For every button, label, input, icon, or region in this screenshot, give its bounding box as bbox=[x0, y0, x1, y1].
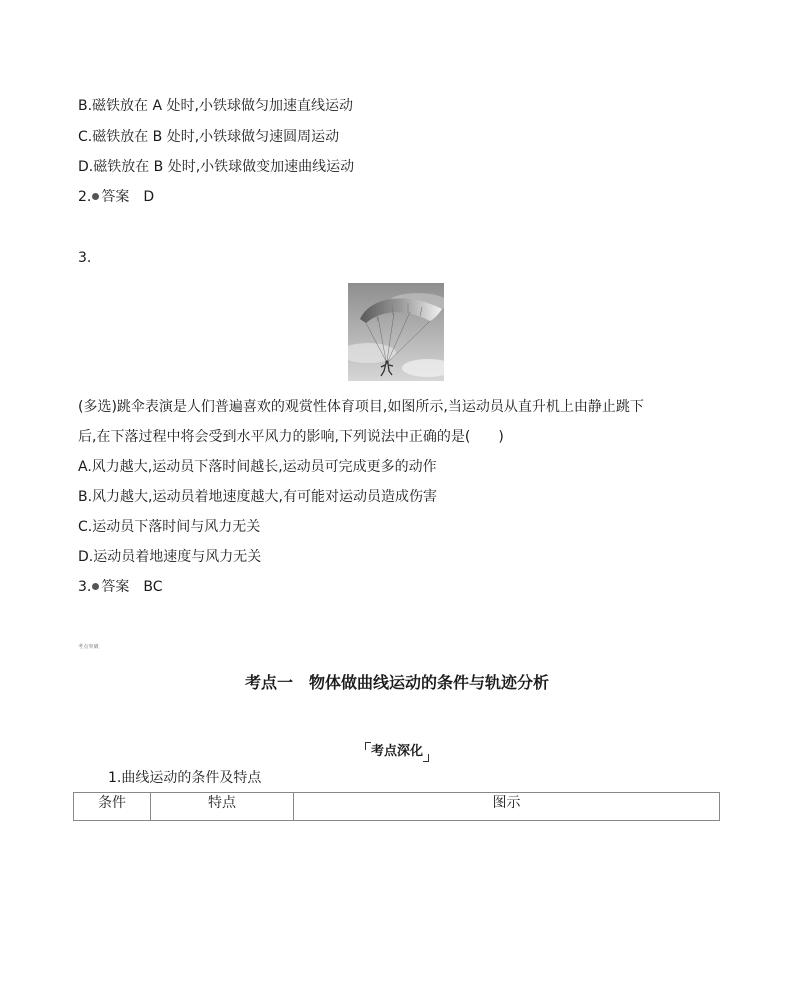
section-tiny-label: 考点突破 bbox=[78, 644, 99, 650]
q3-answer bbox=[78, 578, 163, 596]
answer-bullet-icon bbox=[92, 583, 99, 590]
q3-answer-prefix: 3. bbox=[78, 579, 92, 595]
parachute-photo bbox=[348, 283, 444, 381]
q3-stem-line2: 后,在下落过程中将会受到水平风力的影响,下列说法中正确的是( ) bbox=[78, 429, 504, 445]
q2-answer bbox=[78, 188, 154, 206]
q2-option-d: D.磁铁放在 B 处时,小铁球做变加速曲线运动 bbox=[78, 159, 355, 175]
table-header-feature: 特点 bbox=[151, 793, 294, 820]
q3-number: 3. bbox=[78, 250, 92, 266]
q3-answer-label: 答案 bbox=[101, 579, 130, 595]
q2-answer-prefix: 2. bbox=[78, 189, 92, 205]
section-title: 考点一 物体做曲线运动的条件与轨迹分析 bbox=[244, 673, 549, 692]
table-header-diagram: 图示 bbox=[492, 795, 521, 811]
q3-answer-value: BC bbox=[143, 579, 163, 595]
q3-option-d: D.运动员着地速度与风力无关 bbox=[78, 549, 262, 565]
deepen-heading bbox=[0, 740, 794, 760]
conditions-table bbox=[73, 792, 720, 821]
q3-stem-line1: (多选)跳伞表演是人们普遍喜欢的观赏性体育项目,如图所示,当运动员从直升机上由静止跳下 bbox=[78, 399, 644, 415]
table-header-condition: 条件 bbox=[74, 793, 151, 820]
q3-option-b: B.风力越大,运动员着地速度越大,有可能对运动员造成伤害 bbox=[78, 489, 437, 505]
answer-bullet-icon bbox=[92, 193, 99, 200]
q3-option-c: C.运动员下落时间与风力无关 bbox=[78, 519, 261, 535]
deepen-label: 考点深化 bbox=[365, 744, 429, 760]
q2-answer-label: 答案 bbox=[101, 189, 130, 205]
q3-option-a: A.风力越大,运动员下落时间越长,运动员可完成更多的动作 bbox=[78, 459, 437, 475]
q2-option-b: B.磁铁放在 A 处时,小铁球做匀加速直线运动 bbox=[78, 98, 353, 114]
q2-option-c: C.磁铁放在 B 处时,小铁球做匀速圆周运动 bbox=[78, 129, 340, 145]
subheading: 1.曲线运动的条件及特点 bbox=[108, 770, 262, 786]
q2-answer-value: D bbox=[143, 189, 155, 205]
